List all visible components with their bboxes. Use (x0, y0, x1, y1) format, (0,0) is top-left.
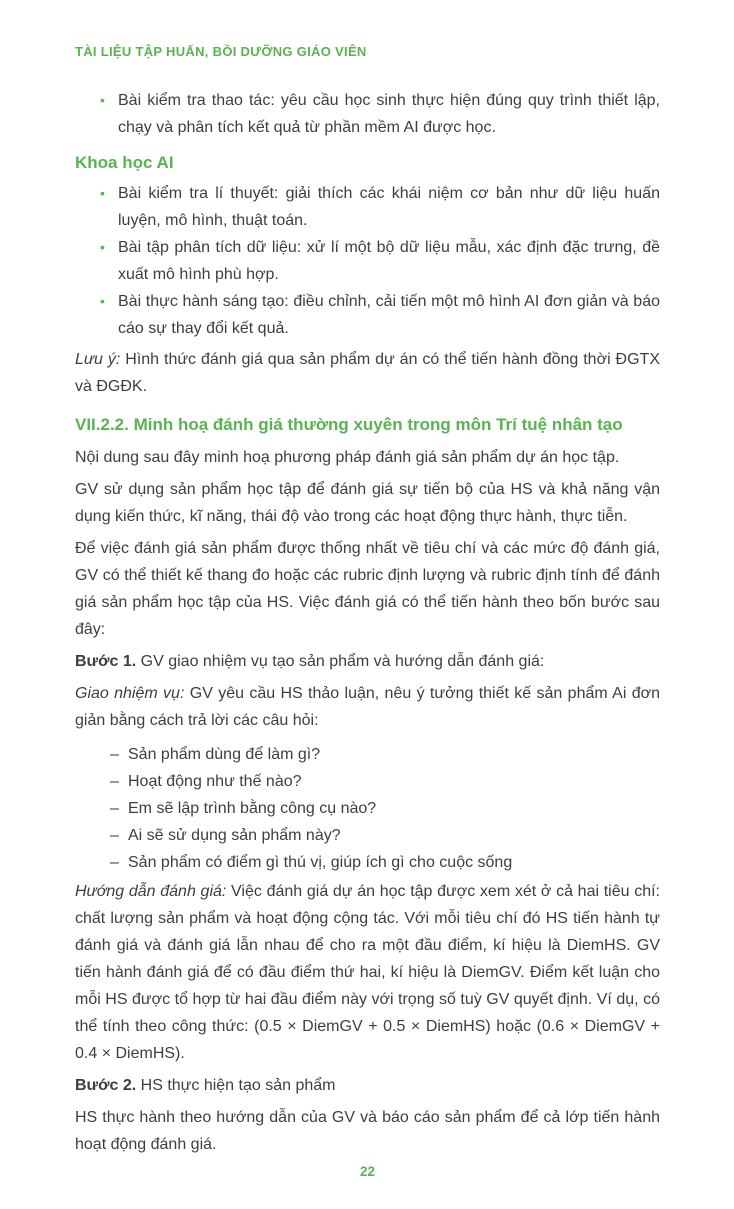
task-lead: Giao nhiệm vụ: (75, 685, 185, 702)
list-item-text: Bài tập phân tích dữ liệu: xử lí một bộ dữ liệu mẫu, xác định đặc trưng, đề xuất mô hình phù hợp. (118, 239, 660, 283)
step2-paragraph (75, 1072, 660, 1099)
list-item (75, 87, 660, 141)
step1-paragraph (75, 648, 660, 675)
page-footer (75, 1163, 660, 1209)
paragraph-rubric: Để việc đánh giá sản phẩm được thống nhất về tiêu chí và các mức độ đánh giá, GV có thể thiết kế thang đo hoặc các rubric định lượng và rubric định tính để đánh giá sản phẩm học tập của HS. Việc đánh giá có thể tiến hành theo bốn bước sau đây: (75, 540, 660, 638)
question-list (75, 741, 660, 876)
list-item-text: Sản phẩm có điểm gì thú vị, giúp ích gì cho cuộc sống (128, 854, 513, 871)
list-item (75, 822, 660, 849)
dash-icon: – (110, 854, 119, 871)
list-item-text: Hoạt động như thế nào? (128, 773, 302, 790)
list-item (75, 741, 660, 768)
list-item-text: Em sẽ lập trình bằng công cụ nào? (128, 800, 377, 817)
dash-icon: – (110, 773, 119, 790)
guide-paragraph (75, 878, 660, 1067)
bullet-icon: • (100, 185, 105, 201)
list-item (75, 288, 660, 342)
step1-text: GV giao nhiệm vụ tạo sản phẩm và hướng dẫn đánh giá: (136, 653, 545, 670)
paragraph-report: HS thực hành theo hướng dẫn của GV và báo cáo sản phẩm để cả lớp tiến hành hoạt động đánh giá. (75, 1109, 660, 1153)
note-lead: Lưu ý: (75, 351, 121, 368)
list-item-text: Ai sẽ sử dụng sản phẩm này? (128, 827, 341, 844)
paragraph-use: GV sử dụng sản phẩm học tập để đánh giá sự tiến bộ của HS và khả năng vận dụng kiến thức, kĩ năng, thái độ vào trong các hoạt động thực hành, thực tiễn. (75, 481, 660, 525)
science-bullet-list (75, 180, 660, 342)
guide-lead: Hướng dẫn đánh giá: (75, 883, 227, 900)
list-item (75, 180, 660, 234)
dash-icon: – (110, 827, 119, 844)
note-paragraph (75, 346, 660, 400)
bullet-icon: • (100, 293, 105, 309)
task-paragraph (75, 680, 660, 734)
step2-text: HS thực hiện tạo sản phẩm (136, 1077, 336, 1094)
list-item-text: Bài kiểm tra thao tác: yêu cầu học sinh thực hiện đúng quy trình thiết lập, chạy và phân tích kết quả từ phần mềm AI được học. (118, 92, 660, 136)
list-item-text: Bài kiểm tra lí thuyết: giải thích các khái niệm cơ bản như dữ liệu huấn luyện, mô hình, thuật toán. (118, 185, 660, 229)
task-text: GV yêu cầu HS thảo luận, nêu ý tưởng thiết kế sản phẩm Ai đơn giản bằng cách trả lời các câu hỏi: (75, 685, 661, 729)
list-item-text: Sản phẩm dùng để làm gì? (128, 746, 321, 763)
bullet-icon: • (100, 239, 105, 255)
dash-icon: – (110, 746, 119, 763)
heading-khoa-hoc-ai: Khoa học AI (75, 153, 174, 172)
step2-lead: Bước 2. (75, 1077, 137, 1094)
step1-lead: Bước 1. (75, 653, 137, 670)
bullet-icon: • (100, 92, 105, 108)
paragraph-intro: Nội dung sau đây minh hoạ phương pháp đánh giá sản phẩm dự án học tập. (75, 449, 620, 466)
section-heading: VII.2.2. Minh hoạ đánh giá thường xuyên trong môn Trí tuệ nhân tạo (75, 415, 623, 434)
intro-bullet-list (75, 87, 660, 141)
list-item (75, 795, 660, 822)
note-text: Hình thức đánh giá qua sản phẩm dự án có thể tiến hành đồng thời ĐGTX và ĐGĐK. (75, 351, 661, 395)
page-number: 22 (359, 1164, 376, 1179)
list-item-text: Bài thực hành sáng tạo: điều chỉnh, cải tiến một mô hình AI đơn giản và báo cáo sự thay đổi kết quả. (118, 293, 660, 337)
guide-text: Việc đánh giá dự án học tập được xem xét ở cả hai tiêu chí: chất lượng sản phẩm và hoạt động cộng tác. Với mỗi tiêu chí đó HS tiến hành tự đánh giá và đánh giá lẫn nhau để cho ra một đầu điểm, kí hiệu là DiemHS. GV tiến hành đánh giá để có đầu điểm thứ hai, kí hiệu là DiemGV. Điểm kết luận cho mỗi HS được tổ hợp từ hai đầu điểm này với trọng số tuỳ GV quyết định. Ví dụ, có thể tính theo công thức: (0.5 × DiemGV + 0.5 × DiemHS) hoặc (0.6 × DiemGV + 0.4 × DiemHS). (75, 883, 660, 1062)
list-item (75, 768, 660, 795)
running-head: TÀI LIỆU TẬP HUẤN, BỒI DƯỠNG GIÁO VIÊN (75, 44, 367, 59)
list-item (75, 849, 660, 876)
dash-icon: – (110, 800, 119, 817)
list-item (75, 234, 660, 288)
